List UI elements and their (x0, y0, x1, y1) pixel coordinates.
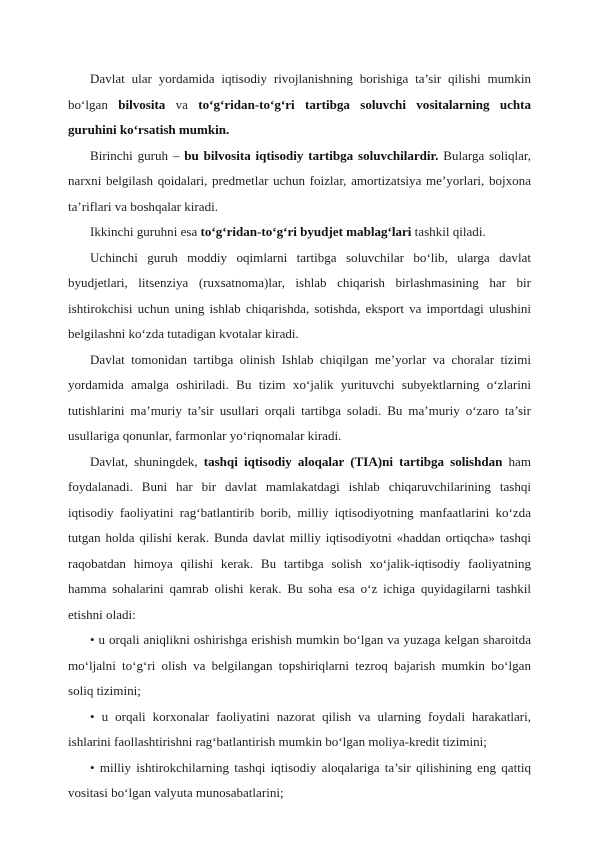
bold-text-run: to‘g‘ridan-to‘g‘ri tartibga soluvchi vositalarning uchta guruhini ko‘rsatish mumkin. (68, 96, 531, 137)
bold-text-run: tashqi iqtisodiy aloqalar (TIA)ni tartibga solishdan (203, 453, 503, 469)
paragraph (68, 347, 531, 449)
document-page (68, 66, 531, 806)
text-run: Davlat ular yordamida iqtisodiy rivojlanishning borishiga ta’sir qilishi mumkin bo‘lgan (68, 71, 531, 112)
paragraph (68, 143, 531, 220)
bullet-item (68, 704, 531, 755)
text-run: Davlat tomonidan tartibga olinish Ishlab chiqilgan me’yorlar va choralar tizimi yordamida amalga oshiriladi. Bu tizim xo‘jalik yurituvchi subyektlarning o‘zlarini tutishlarini ma’muriy ta’sir usullari orqali tartibga soladi. Bu ma’muriy o‘zaro ta’sir usullariga qonunlar, farmonlar yo‘riqnomalar kiradi. (68, 351, 531, 443)
text-run: Ikkinchi guruhni esa (90, 224, 201, 239)
text-run: Uchinchi guruh moddiy oqimlarni tartibga soluvchilar bo‘lib, ularga davlat byudjetlari, litsenziya (ruxsatnoma)lar, ishlab chiqarish birlashmasining har bir ishtirokchisi uchun uning ishlab chiqarishda, sotishda, eksport va importdagi ulushini belgilashni ko‘zda tutadigan kvotalar kiradi. (68, 249, 531, 341)
paragraph (68, 219, 531, 245)
bold-text-run: to‘g‘ridan-to‘g‘ri byudjet mablag‘lari (200, 224, 412, 239)
paragraph (68, 66, 531, 143)
text-run: ham foydalanadi. Buni har bir davlat mamlakatdagi ishlab chiqaruvchilarining tashqi iqtisodiy faoliyatini rag‘batlantirib borib, milliy iqtisodiyotning manfaatlarini ko‘zda tutgan holda qilishi kerak. Bunda davlat milliy iqtisodiyotni «haddan ortiqcha» tashqi raqobatdan himoya qilishi kerak. Bu tartibga solish xo‘jalik-iqtisodiy faoliyatning hamma sohalarini qamrab olishi kerak. Bu soha esa o‘z ichiga quyidagilarni tashkil etishni oladi: (68, 453, 531, 622)
bullet-item (68, 627, 531, 704)
bold-text-run: bu bilvosita iqtisodiy tartibga soluvchilardir. (184, 147, 439, 163)
text-run: Davlat, shuningdek, (90, 453, 204, 469)
bullet-marker: • (90, 632, 95, 647)
text-run: Birinchi guruh – (90, 147, 185, 163)
bullet-text: u orqali aniqlikni oshirishga erishish mumkin bo‘lgan va yuzaga kelgan sharoitda mo‘ljalni to‘g‘ri olish va belgilangan topshiriqlarni tezroq bajarish mumkin bo‘lgan soliq tizimini; (68, 632, 531, 698)
paragraph (68, 449, 531, 628)
paragraph (68, 245, 531, 347)
bullet-text: milliy ishtirokchilarning tashqi iqtisodiy aloqalariga ta’sir qilishining eng qattiq vositasi bo‘lgan valyuta munosabatlarini; (68, 759, 531, 800)
bullet-marker: • (90, 708, 95, 724)
text-run: tashkil qiladi. (411, 224, 486, 239)
bold-text-run: bilvosita (118, 96, 166, 112)
text-run: va (165, 96, 199, 112)
text-run: Bularga soliqlar, narxni belgilash qoidalari, predmetlar uchun foizlar, amortizatsiya me’yorlari, bojxona ta’riflari va boshqalar kiradi. (68, 147, 532, 214)
bullet-item (68, 755, 531, 806)
bullet-marker: • (90, 759, 95, 775)
bullet-text: u orqali korxonalar faoliyatini nazorat qilish va ularning foydali harakatlari, ishlarini faollashtirishni rag‘batlantirish mumkin bo‘lgan moliya-kredit tizimini; (68, 708, 531, 749)
